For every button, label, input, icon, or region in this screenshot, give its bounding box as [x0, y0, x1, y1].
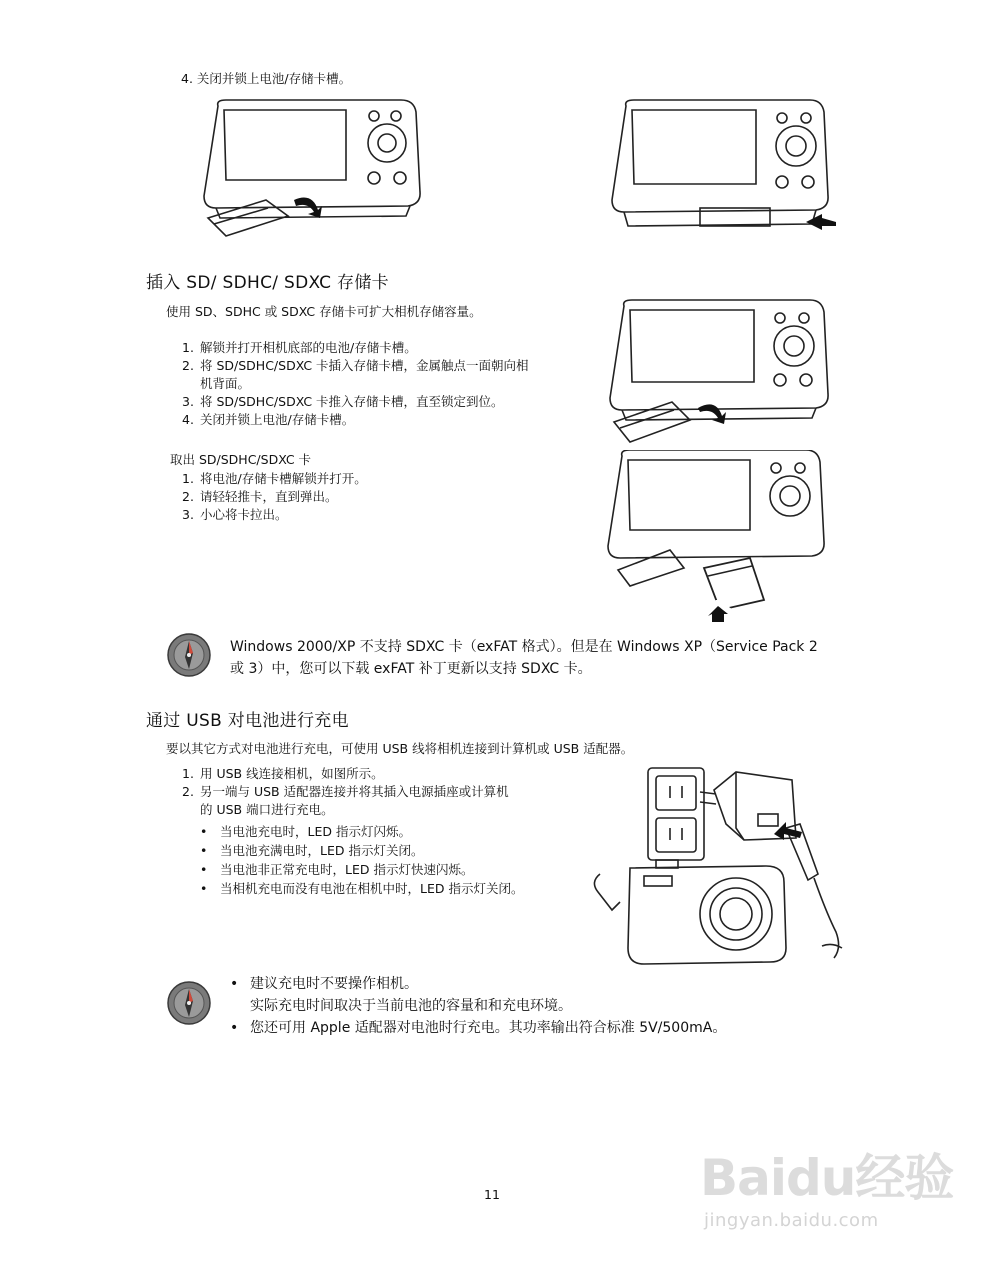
list-item: • 当电池充满电时，LED 指示灯关闭。 — [200, 843, 424, 858]
baidu-watermark — [700, 1138, 953, 1231]
compass-icon — [166, 980, 212, 1026]
insert-steps-list — [182, 339, 529, 429]
list-item: • 当相机充电而没有电池在相机中时，LED 指示灯关闭。 — [200, 881, 524, 896]
remove-card-title: 取出 SD/SDHC/SDXC 卡 — [170, 452, 312, 467]
list-item: 3. 将 SD/SDHC/SDXC 卡推入存储卡槽，直至锁定到位。 — [182, 394, 504, 409]
list-item: 4. 关闭并锁上电池/存储卡槽。 — [182, 412, 355, 427]
list-item: • 建议充电时不要操作相机。 — [230, 976, 418, 992]
step-4-close-slot: 4. 关闭并锁上电池/存储卡槽。 — [181, 71, 352, 86]
watermark-url: jingyan.baidu.com — [704, 1210, 879, 1231]
list-item: 1. 解锁并打开相机底部的电池/存储卡槽。 — [182, 340, 417, 355]
camera-lid-locked-illustration — [600, 96, 840, 246]
camera-open-lid-illustration — [604, 298, 836, 448]
usb-intro: 要以其它方式对电池进行充电，可使用 USB 线将相机连接到计算机或 USB 适配器。 — [166, 741, 634, 756]
list-item: • 当电池充电时，LED 指示灯闪烁。 — [200, 824, 411, 839]
list-item-continuation: 机背面。 — [200, 376, 251, 391]
section-title-insert-card: 插入 SD/ SDHC/ SDXC 存储卡 — [146, 273, 389, 293]
list-item: 1. 将电池/存储卡槽解锁并打开。 — [182, 471, 367, 486]
list-item: 1. 用 USB 线连接相机，如图所示。 — [182, 766, 384, 781]
list-item-continuation: 实际充电时间取决于当前电池的容量和和充电环境。 — [250, 998, 572, 1014]
remove-steps-list — [182, 470, 367, 524]
page-number: 11 — [484, 1187, 500, 1202]
usb-notes-list — [230, 973, 726, 1039]
list-item-continuation: 的 USB 端口进行充电。 — [200, 802, 334, 817]
list-item: 2. 另一端与 USB 适配器连接并将其插入电源插座或计算机 — [182, 784, 509, 799]
list-item: 3. 小心将卡拉出。 — [182, 507, 288, 522]
led-status-list — [200, 822, 523, 898]
compass-icon — [166, 632, 212, 678]
list-item: • 当电池非正常充电时，LED 指示灯快速闪烁。 — [200, 862, 474, 877]
list-item: 2. 将 SD/SDHC/SDXC 卡插入存储卡槽，金属触点一面朝向相 — [182, 358, 529, 373]
list-item: 2. 请轻轻推卡，直到弹出。 — [182, 489, 338, 504]
usb-charging-illustration — [586, 762, 852, 972]
usb-steps-list — [182, 765, 509, 819]
sdxc-note: Windows 2000/XP 不支持 SDXC 卡（exFAT 格式）。但是在 Windows XP（Service Pack 2 或 3）中，您可以下载 exFAT 补丁更新以支持 SDXC 卡。 — [230, 639, 818, 677]
camera-card-eject-illustration — [604, 450, 836, 622]
insert-intro: 使用 SD、SDHC 或 SDXC 存储卡可扩大相机存储容量。 — [166, 304, 482, 319]
watermark-logo: Baidu经验 — [700, 1149, 954, 1207]
section-title-usb-charge: 通过 USB 对电池进行充电 — [146, 711, 349, 731]
list-item: • 您还可用 Apple 适配器对电池时行充电。其功率输出符合标准 5V/500mA。 — [230, 1020, 727, 1036]
camera-close-lid-illustration — [196, 96, 426, 246]
